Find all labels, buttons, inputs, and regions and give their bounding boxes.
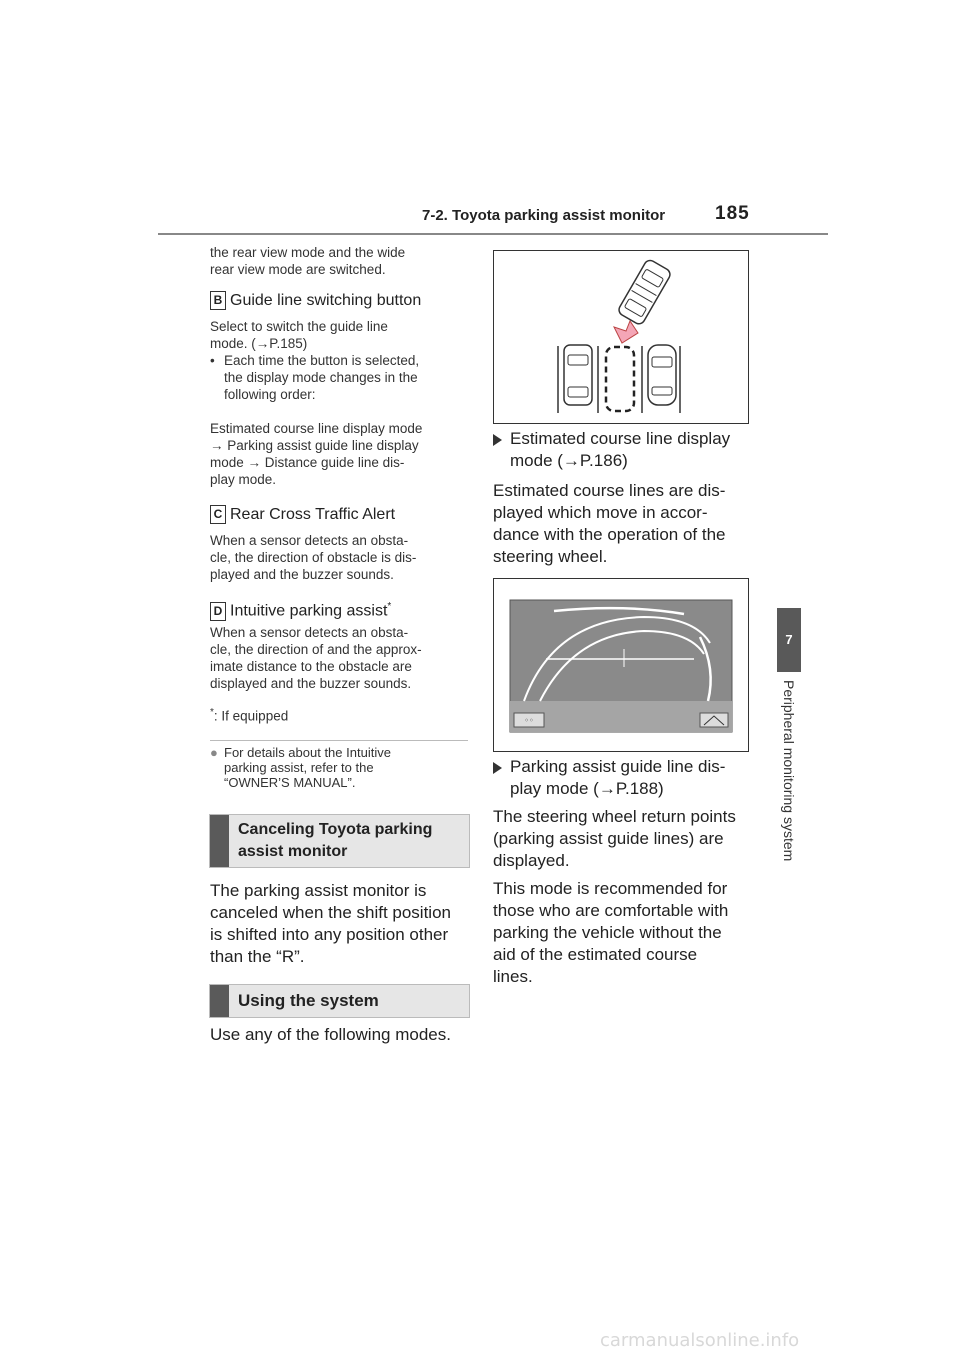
text-line: The parking assist monitor is [210,881,427,900]
item-letter-d: D [210,602,226,621]
parking-diagram-illustration [494,251,748,423]
text-line: than the “R”. [210,947,305,966]
footnote-marker: * [387,601,392,612]
text-line: parking the vehicle without the [493,923,722,942]
section-title: 7-2. Toyota parking assist monitor [422,207,666,224]
mode2-description [493,806,736,872]
text-line: play mode (→P.188) [510,779,664,798]
camera-screen-figure [493,578,749,752]
text-line: Estimated course line display [510,429,731,448]
text-line: Estimated course lines are dis- [493,481,726,500]
section-bar [210,985,229,1017]
note-bullet: ● [210,745,218,760]
text-line: Select to switch the guide line [210,319,388,334]
text-line: imate distance to the obstacle are [210,659,412,674]
text-line: The steering wheel return points [493,807,736,826]
section-using-header [209,984,470,1018]
chapter-label [775,680,803,900]
text-line: steering wheel. [493,547,608,566]
mode2-recommendation [493,878,728,988]
svg-text:◦◦: ◦◦ [524,716,534,725]
mode1-heading [493,428,730,472]
section-using-title: Using the system [238,991,379,1010]
text-line: played which move in accor- [493,503,708,522]
section-canceling-header [209,814,470,868]
text-line: Each time the button is selected, [224,353,420,368]
item-b-heading [210,291,421,311]
item-c-description [210,532,416,583]
text-line: For details about the Intuitive [224,745,391,760]
triangle-bullet-icon [493,434,502,446]
pink-arrow-icon [614,321,638,343]
triangle-bullet-icon [493,762,502,774]
text-line: parking assist, refer to the [224,760,374,775]
text-line: mode → Distance guide line dis- [210,455,405,470]
chapter-title: Peripheral monitoring system [781,680,797,862]
text-line: dance with the operation of the [493,525,726,544]
text-line: displayed and the buzzer sounds. [210,676,412,691]
text-line: (parking assist guide lines) are [493,829,724,848]
item-d-title: Intuitive parking assist [230,602,388,620]
item-b-order [210,420,422,488]
text-line: following order: [224,387,316,402]
text-line: lines. [493,967,533,986]
text-line: displayed. [493,851,570,870]
text-line: Parking assist guide line dis- [510,757,726,776]
text-line: rear view mode are switched. [210,262,386,277]
header-rule [158,233,828,235]
text-line: Canceling Toyota parking [238,821,433,838]
footnote-mark: * [210,707,214,718]
watermark: carmanualsonline.info [600,1330,800,1351]
parking-diagram-figure [493,250,749,424]
chapter-tab[interactable]: 7 [777,608,801,672]
item-letter-b: B [210,291,226,310]
text-line: mode. (→P.185) [210,336,308,351]
text-line: those who are comfortable with [493,901,729,920]
text-line: the rear view mode and the wide [210,245,406,260]
text-line: cle, the direction of and the approx- [210,642,422,657]
footnote [210,704,288,725]
text-line: played and the buzzer sounds. [210,567,394,582]
footnote-text: : If equipped [213,708,289,724]
text-line: Estimated course line display mode [210,421,423,436]
item-c-title: Rear Cross Traffic Alert [230,506,396,523]
cancel-text [210,880,451,968]
text-line: This mode is recommended for [493,879,728,898]
text-line: “OWNER’S MANUAL”. [224,775,356,790]
text-line: is shifted into any position other [210,925,449,944]
using-text: Use any of the following modes. [210,1025,451,1044]
text-line: cle, the direction of obstacle is dis- [210,550,417,565]
text-line: the display mode changes in the [224,370,418,385]
item-b-description [210,318,419,403]
bullet-dot: • [210,353,215,368]
text-line: → Parking assist guide line display [210,438,419,453]
text-line: When a sensor detects an obsta- [210,625,409,640]
text-line: mode (→P.186) [510,451,628,470]
item-b-title: Guide line switching button [230,292,422,309]
section-canceling-title [238,819,432,863]
note-divider [210,740,468,741]
item-letter-c: C [210,505,226,524]
text-line: play mode. [210,472,277,487]
note-block [210,745,391,790]
intro-text [210,244,405,278]
text-line: assist monitor [238,843,348,860]
item-d-description [210,624,422,692]
page-number: 185 [715,203,750,224]
text-line: aid of the estimated course [493,945,698,964]
item-d-heading [210,597,391,621]
mode2-heading [493,756,725,800]
mode1-description [493,480,726,568]
item-c-heading [210,505,395,525]
section-bar [210,815,229,867]
text-line: canceled when the shift position [210,903,451,922]
camera-screen-illustration [494,579,748,751]
text-line: When a sensor detects an obsta- [210,533,409,548]
